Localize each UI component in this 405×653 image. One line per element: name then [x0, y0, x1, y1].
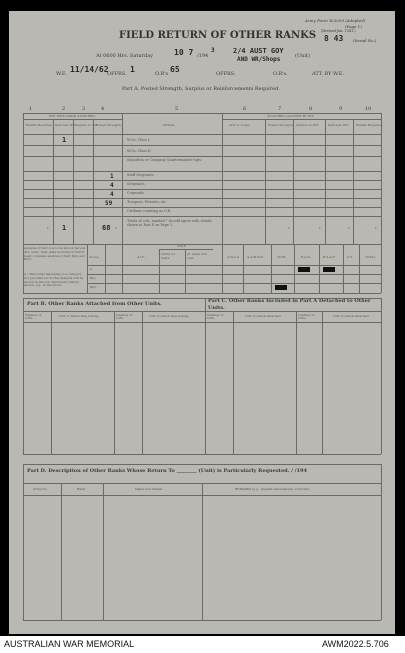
analysis-head: A.W.A.S. — [227, 255, 240, 259]
date-value: 10 7 — [174, 48, 194, 57]
unit-value-line2: AND WR/Shops — [237, 56, 281, 63]
part-b-col: Unit to which they belong. — [149, 314, 190, 318]
ors-value: 65 — [170, 65, 180, 74]
analysis-head: A.I.F. — [137, 255, 145, 259]
army-form-number: Army Form W.3009 (Adapted) — [305, 18, 366, 23]
col-number: 6 — [243, 106, 247, 112]
analysis-row: A — [90, 267, 93, 271]
vmf-label: V.M.F. — [177, 244, 187, 248]
analysis-head: CIVIL — [277, 255, 286, 259]
col-head-posted-att: Posted Strength. — [268, 123, 294, 127]
col-number: 10 — [365, 106, 372, 112]
time-label: At 0600 Hrs. Saturday — [96, 53, 153, 59]
posted-value: 1 — [110, 173, 114, 180]
total-marker: * — [115, 227, 117, 231]
part-c-col: Unit to which detached. — [245, 314, 282, 318]
analysis-row: B(i) — [90, 276, 96, 280]
detail-row-label: Troopers, Privates, etc. — [127, 200, 168, 204]
total-marker: * — [348, 227, 350, 231]
col-head-deficient-att: Deficient W.E. — [328, 123, 350, 127]
col-head-deficient: Deficient W.E. — [55, 123, 77, 127]
year-prefix: /194 — [197, 53, 209, 59]
col-head-surplus: Surplus to W.E. — [75, 123, 99, 127]
analysis-head: Under 21 Years. — [161, 252, 176, 260]
detail-row-label: W.Os. Class I. — [127, 138, 151, 142]
analysis-head: U.S. — [347, 255, 354, 259]
part-c-heading: Part C. Other Ranks Included in Part A Detached to Other Units. — [208, 298, 371, 311]
attached-group-header: ATTACHED ALLOWED BY W.E. — [267, 114, 315, 118]
part-d-col: REMARKS (e.g., present whereabouts, if known). — [235, 487, 311, 491]
group-label: Group — [89, 255, 99, 259]
detail-row-label: Totals of cols. marked * should agree with details shown in Part E on Page 2. — [127, 219, 213, 228]
we-group-header: W.E. EXCLUDING ATTACHED. — [49, 114, 96, 118]
analysis-head: A.A.M.W.S. — [247, 255, 264, 259]
archive-name: AUSTRALIAN WAR MEMORIAL — [4, 639, 135, 649]
col-number: 1 — [29, 106, 33, 112]
detail-row-label: Squadron or Company Quartermaster Sgts. — [127, 158, 203, 162]
offrs-attached-label: OFFRS. — [216, 71, 236, 77]
col-number: 5 — [175, 106, 179, 112]
detail-row-label: W.Os. Class II. — [127, 149, 152, 153]
posted-value: 59 — [105, 200, 113, 207]
detail-row-label: Sergeants — [127, 182, 145, 186]
analysis-head: R.A.N. — [301, 255, 311, 259]
page-number: (Page 1) — [345, 24, 362, 29]
we-label: W.E. — [56, 71, 68, 77]
deficient-total: 1 — [62, 224, 67, 232]
posted-value: 4 — [110, 182, 114, 189]
detail-header: DETAIL. — [163, 123, 176, 127]
part-c-col: Number of O.Rs. — [207, 313, 224, 320]
form-sheet — [9, 11, 395, 634]
serial-number-value: 8 43 — [324, 34, 344, 43]
col-head-posted: Posted Strength. — [96, 123, 122, 127]
part-c-col: Unit to which detached. — [333, 314, 370, 318]
posted-total: 68 — [102, 224, 111, 232]
revision-date: (Revised Jan. 1941.) — [321, 29, 356, 33]
redaction-block — [298, 267, 310, 272]
archive-footer — [0, 636, 405, 653]
redaction-block — [323, 267, 335, 272]
part-c-col: Number of O.Rs. — [298, 313, 315, 320]
deficient-value: 1 — [62, 136, 67, 144]
total-marker: * — [375, 227, 377, 231]
col-number: 4 — [101, 106, 105, 112]
part-b-col: Unit to which they belong. — [59, 314, 100, 318]
col-number: 3 — [82, 106, 86, 112]
redaction-block — [275, 285, 287, 290]
attached-by-we-label: ATT. BY W.E. — [312, 71, 345, 77]
analysis-row: B(ii) — [90, 285, 97, 289]
col-head-reinfts: Reinfts Required. — [26, 123, 53, 127]
analysis-head: R.A.A.F. — [323, 255, 336, 259]
total-marker: * — [47, 227, 49, 231]
form-title: FIELD RETURN OF OTHER RANKS — [119, 30, 317, 41]
col-head-arm: Arm or Corps. — [229, 123, 251, 127]
part-d-col: Name and Initials. — [135, 487, 164, 491]
year-value: 3 — [211, 47, 215, 54]
analysis-head: TOTAL — [365, 255, 376, 259]
part-b-col: Number of O.Rs. — [25, 313, 42, 320]
detail-row-label: Staff Sergeants — [127, 173, 154, 177]
col-number: 9 — [339, 106, 343, 112]
ors-label: O.R's — [155, 71, 169, 77]
ors-attached-label: O.R's. — [273, 71, 288, 77]
posted-value: 4 — [110, 191, 114, 198]
col-head-surplus-att: Surplus to W.E. — [296, 123, 320, 127]
part-b-heading: Part B. Other Ranks Attached from Other Units. — [27, 301, 162, 307]
col-number: 7 — [278, 106, 282, 112]
offrs-label: OFFRS. — [107, 71, 127, 77]
we-value: 11/14/62 — [70, 65, 109, 74]
total-marker: * — [288, 227, 290, 231]
detail-row-label: Civilians counting as O.R. — [127, 209, 172, 213]
col-number: 2 — [62, 106, 66, 112]
unit-value: 2/4 AUST GOY — [233, 47, 284, 55]
analysis-note-2: A * Personnel belonging to a category not provided for in this analysis will be shown in the Col. Particulars will be shown, e.g., in the W.T.O. — [24, 272, 84, 288]
part-d-col: Rank. — [77, 487, 86, 491]
archive-accession: AWM2022.5.706 — [322, 639, 389, 649]
part-d-heading: Part D. Description of Other Ranks Whose Return To ________ (Unit) is Particularly Requested. / /194 — [27, 468, 307, 474]
offrs-value: 1 — [130, 65, 135, 74]
analysis-head: 21 Years and over. — [187, 252, 207, 260]
part-b-col: Number of O.Rs. — [116, 313, 133, 320]
total-marker: * — [319, 227, 321, 231]
serial-number-label: (Serial No.) — [353, 38, 377, 43]
part-d-col: Army No. — [33, 487, 48, 491]
part-a-heading: Part A. Posted Strength, Surplus or Reinforcements Required. — [122, 86, 280, 92]
analysis-note: Analysis of Part A is to be shown here in ALL units. Only units included in Part E need complete analysis of Part B(ii) and B(iii). — [24, 246, 86, 262]
detail-row-label: Corporals — [127, 191, 144, 195]
col-number: 8 — [309, 106, 313, 112]
col-head-reinfts-att: Reinfts Required. — [356, 123, 383, 127]
unit-label: (Unit) — [295, 53, 310, 59]
